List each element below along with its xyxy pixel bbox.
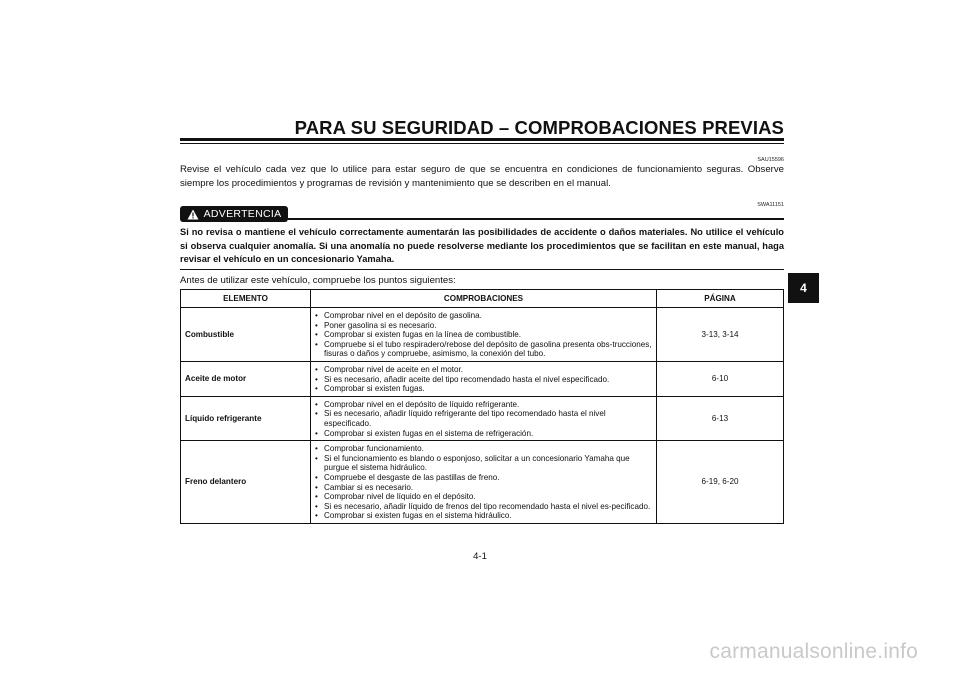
table-row <box>181 441 784 524</box>
warning-end-rule <box>180 269 784 270</box>
page-title: PARA SU SEGURIDAD – COMPROBACIONES PREVIAS <box>294 117 784 138</box>
header-element: ELEMENTO <box>181 290 311 308</box>
check-item: • Poner gasolina si es necesario. <box>315 321 652 331</box>
check-item: • Comprobar si existen fugas en el sistema de refrigeración. <box>315 429 652 439</box>
row-checks <box>311 308 657 362</box>
row-element: Combustible <box>181 308 311 362</box>
title-rule-thin <box>180 143 784 144</box>
row-element: Freno delantero <box>181 441 311 524</box>
check-item: • Cambiar si es necesario. <box>315 483 652 493</box>
check-item: • Si el funcionamiento es blando o esponjoso, solicitar a un concesionario Yamaha que purgue el sistema hidráulico. <box>315 454 652 473</box>
check-item: • Comprobar si existen fugas en la línea de combustible. <box>315 330 652 340</box>
header-checks: COMPROBACIONES <box>311 290 657 308</box>
row-element: Líquido refrigerante <box>181 396 311 440</box>
table-header-row <box>181 290 784 308</box>
check-item: • Comprobar nivel en el depósito de líquido refrigerante. <box>315 400 652 410</box>
check-item: • Compruebe si el tubo respiradero/rebose del depósito de gasolina presenta obs-trucciones, fisuras o daños y compruebe, asimismo, la conexión del tubo. <box>315 340 652 359</box>
check-item: • Si es necesario, añadir líquido refrigerante del tipo recomendado hasta el nivel especificado. <box>315 409 652 428</box>
row-checks <box>311 361 657 396</box>
warning-text: Si no revisa o mantiene el vehículo correctamente aumentarán las posibilidades de accidente o daños materiales. No utilice el vehículo si observa cualquier anomalía. Si una anomalía no puede resolverse mediante los procedimientos que se facilitan en este manual, haga revisar el vehículo en un concesionario Yamaha. <box>180 227 784 264</box>
warning-rule <box>288 218 784 220</box>
check-item: • Comprobar nivel de aceite en el motor. <box>315 365 652 375</box>
row-page: 6-19, 6-20 <box>657 441 784 524</box>
intro-paragraph: Revise el vehículo cada vez que lo utilice para estar seguro de que se encuentra en condiciones de funcionamiento seguras. Observe siempre los procedimientos y programas de revisión y mantenimiento que se describen en el manual. <box>180 164 784 189</box>
row-page: 3-13, 3-14 <box>657 308 784 362</box>
check-item: • Compruebe el desgaste de las pastillas de freno. <box>315 473 652 483</box>
check-item: • Comprobar nivel de líquido en el depósito. <box>315 492 652 502</box>
chapter-side-tab: 4 <box>788 273 819 303</box>
page-number: 4-1 <box>473 551 487 562</box>
row-checks <box>311 441 657 524</box>
warning-badge <box>180 206 288 222</box>
row-page: 6-13 <box>657 396 784 440</box>
row-checks <box>311 396 657 440</box>
header-page: PÁGINA <box>657 290 784 308</box>
pre-check-table <box>180 289 784 524</box>
check-item: • Comprobar si existen fugas en el sistema hidráulico. <box>315 511 652 521</box>
table-row <box>181 308 784 362</box>
check-item: • Comprobar funcionamiento. <box>315 444 652 454</box>
check-item: • Si es necesario, añadir líquido de frenos del tipo recomendado hasta el nivel es-pecificado. <box>315 502 652 512</box>
warning-triangle-icon <box>187 209 199 220</box>
table-row <box>181 396 784 440</box>
check-item: • Comprobar nivel en el depósito de gasolina. <box>315 311 652 321</box>
row-page: 6-10 <box>657 361 784 396</box>
checklist-intro: Antes de utilizar este vehículo, compruebe los puntos siguientes: <box>180 275 456 286</box>
row-element: Aceite de motor <box>181 361 311 396</box>
check-item: • Comprobar si existen fugas. <box>315 384 652 394</box>
warning-ref-code: SWA11151 <box>757 202 784 208</box>
table-row <box>181 361 784 396</box>
title-rule-thick <box>180 138 784 141</box>
intro-ref-code: SAU15596 <box>757 157 784 163</box>
check-item: • Si es necesario, añadir aceite del tipo recomendado hasta el nivel especificado. <box>315 375 652 385</box>
warning-label: ADVERTENCIA <box>203 208 282 220</box>
watermark: carmanualsonline.info <box>709 640 918 663</box>
